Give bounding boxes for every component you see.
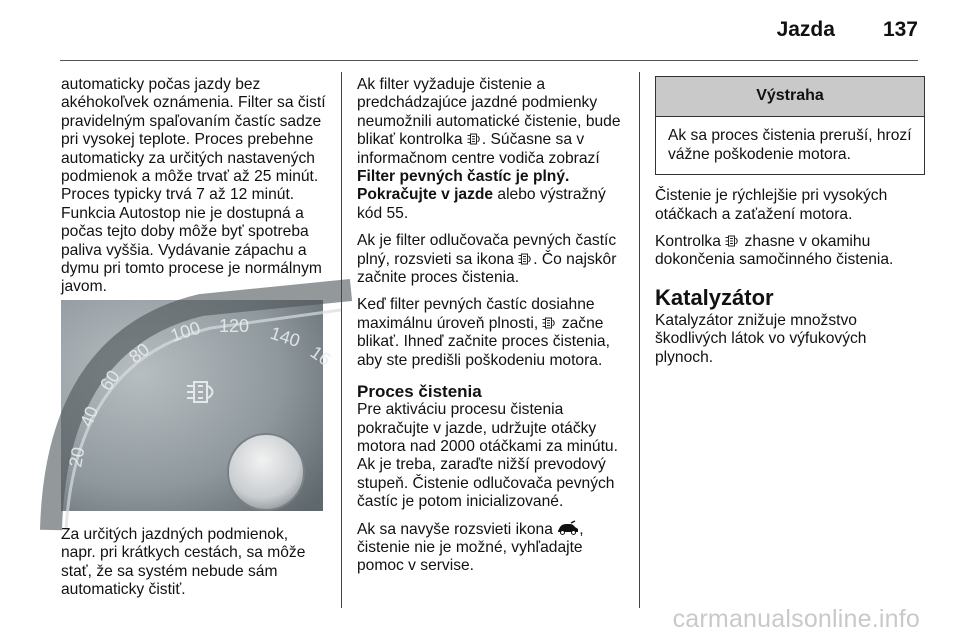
speed-label: 140 bbox=[267, 322, 303, 352]
paragraph: Pre aktiváciu procesu čistenia pokračujte v jazde, udržujte otáčky motora nad 2000 otáčkami za minútu. Ak je treba, zaraďte nižší prevodový stupeň. Čistenie odlučovača pevných častíc je potom inicializované. bbox=[357, 401, 618, 511]
warning-title: Výstraha bbox=[656, 77, 924, 117]
section-heading: Proces čistenia bbox=[357, 382, 482, 402]
column-3 bbox=[655, 76, 925, 376]
dpf-icon bbox=[542, 317, 557, 329]
speed-label: 40 bbox=[76, 403, 103, 430]
dpf-icon bbox=[467, 133, 482, 145]
paragraph: Kontrolka zhasne v okamihu dokončenia samočinného čistenia. bbox=[655, 233, 894, 269]
column-divider bbox=[639, 72, 640, 608]
column-1 bbox=[61, 76, 326, 306]
paragraph: Keď filter pevných častíc dosiahne maximálnu úroveň plnosti, začne blikať. Ihneď začnite proces čistenia, aby ste predišli poškodeniu motora. bbox=[357, 296, 610, 369]
section-title: Jazda bbox=[776, 18, 835, 41]
page-number: 137 bbox=[882, 18, 918, 41]
paragraph: Ak sa navyše rozsvieti ikona , čistenie nie je možné, vyhľadajte pomoc v servise. bbox=[357, 520, 584, 575]
header-rule bbox=[60, 60, 918, 61]
dashboard-figure bbox=[61, 300, 335, 511]
column-divider bbox=[341, 72, 342, 608]
warning-box bbox=[655, 76, 925, 175]
paragraph: Ak filter vyžaduje čistenie a predchádzajúce jazdné podmienky neumožnili automatické čistenie, bude blikať kontrolka . Súčasne sa v informačnom centre vodiča zobrazí Filter pevných častíc je plný. Pokračujte v jazde alebo výstražný kód 55. bbox=[357, 76, 621, 222]
page-header bbox=[777, 18, 918, 42]
paragraph: Katalyzátor znižuje množstvo škodlivých látok vo výfukových plynoch. bbox=[655, 311, 867, 366]
service-vehicle-icon bbox=[557, 522, 579, 535]
paragraph: Ak je filter odlučovača pevných častíc plný, rozsvieti sa ikona . Čo najskôr začnite proces čistenia. bbox=[357, 232, 617, 287]
paragraph: automaticky počas jazdy bez akéhokoľvek oznámenia. Filter sa čistí pravidelným spaľovaním častíc sadze pri vysokej teplote. Proces prebehne automaticky za určitých nastavených podmienok a môže trvať až 25 minút. Proces typicky trvá 7 až 12 minút. Funkcia Autostop nie je dostupná a počas tejto doby môže byť spotreba paliva vyššia. Vydávanie zápachu a dymu pri tomto procese je normálnym javom. bbox=[61, 76, 326, 296]
dpf-icon bbox=[725, 235, 740, 247]
speed-label: 100 bbox=[168, 317, 203, 346]
paragraph: Čistenie je rýchlejšie pri vysokých otáčkach a zaťažení motora. bbox=[655, 187, 888, 223]
section-heading: Katalyzátor bbox=[655, 284, 774, 310]
dpf-icon bbox=[518, 253, 533, 265]
gauge-knob bbox=[228, 434, 304, 510]
speed-label: 60 bbox=[95, 366, 124, 395]
speed-label: 20 bbox=[65, 445, 89, 469]
speed-label: 16 bbox=[306, 341, 335, 370]
figure-caption: Za určitých jazdných podmienok, napr. pri krátkych cestách, sa môže stať, že sa systém nebude sám automaticky čistiť. bbox=[61, 526, 306, 599]
column-2 bbox=[357, 76, 627, 585]
warning-text: Ak sa proces čistenia preruší, hrozí vážne poškodenie motora. bbox=[668, 127, 912, 163]
speed-label: 120 bbox=[219, 316, 250, 336]
watermark: carmanualsonline.info bbox=[672, 605, 920, 633]
speed-label: 80 bbox=[125, 339, 154, 368]
